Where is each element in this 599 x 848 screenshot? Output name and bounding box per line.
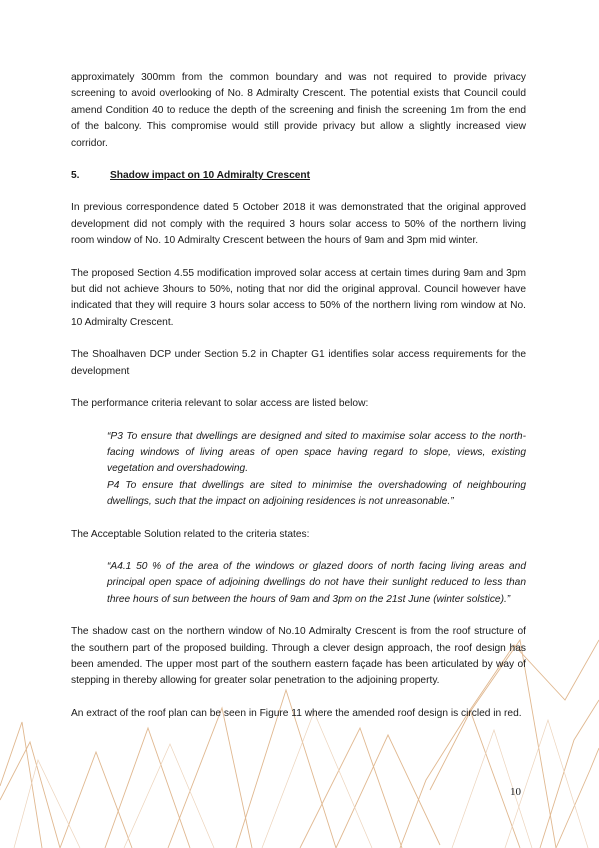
paragraph-acceptable-solution: The Acceptable Solution related to the criteria states: — [71, 528, 310, 540]
paragraph-modification: The proposed Section 4.55 modification improved solar access at certain times during 9am and 3pm but did not achieve 3hours to 50%, noting that nor did the original approval. Council however have indicated that they will require 3 hours solar access to 50% of the northern living rom window at No. 10 Admiralty Crescent. — [71, 267, 526, 328]
intro-paragraph: approximately 300mm from the common boundary and was not required to provide privacy screening to avoid overlooking of No. 8 Admiralty Crescent. The potential exists that Council could amend Condition 40 to reduce the depth of the screening and finish the screening 1m from the end of the balcony. This compromise would still provide privacy but allow a slightly increased view corridor. — [71, 72, 526, 149]
section-title: Shadow impact on 10 Admiralty Crescent — [110, 170, 311, 182]
quote-a4-1: “A4.1 50 % of the area of the windows or glazed doors of north facing living areas and principal open space of adjoining dwellings do not have their sunlight reduced to less than three hours of sun between the hours of 9am and 3pm on the 21st June (winter solstice).” — [107, 560, 526, 605]
quote-p3: “P3 To ensure that dwellings are designed and sited to maximise solar access to the north-facing windows of living areas of open space having regard to slope, views, existing vegetation and overshadowing. — [107, 430, 526, 475]
document-body — [71, 70, 526, 722]
paragraph-performance-criteria: The performance criteria relevant to solar access are listed below: — [71, 398, 369, 410]
paragraph-dcp: The Shoalhaven DCP under Section 5.2 in Chapter G1 identifies solar access requirements for the development — [71, 349, 526, 377]
paragraph-roof-plan: An extract of the roof plan can be seen in Figure 11 where the amended roof design is circled in red. — [71, 707, 522, 719]
section-heading — [71, 168, 526, 184]
quote-p4: P4 To ensure that dwellings are sited to minimise the overshadowing of neighbouring dwellings, such that the impact on adjoining residences is not unreasonable.” — [107, 479, 526, 508]
page-number: 10 — [510, 786, 521, 798]
paragraph-previous-correspondence: In previous correspondence dated 5 October 2018 it was demonstrated that the original approved development did not comply with the required 3 hours solar access to 50% of the northern living room window of No. 10 Admiralty Crescent between the hours of 9am and 3pm mid winter. — [71, 202, 526, 247]
section-number: 5. — [71, 170, 80, 182]
paragraph-shadow-cast: The shadow cast on the northern window of No.10 Admiralty Crescent is from the roof structure of the southern part of the proposed building. Through a clever design approach, the roof design has been amended. The upper most part of the southern eastern façade has been articulated by way of stepping in thereby allowing for greater solar penetration to the adjoining property. — [71, 626, 526, 687]
